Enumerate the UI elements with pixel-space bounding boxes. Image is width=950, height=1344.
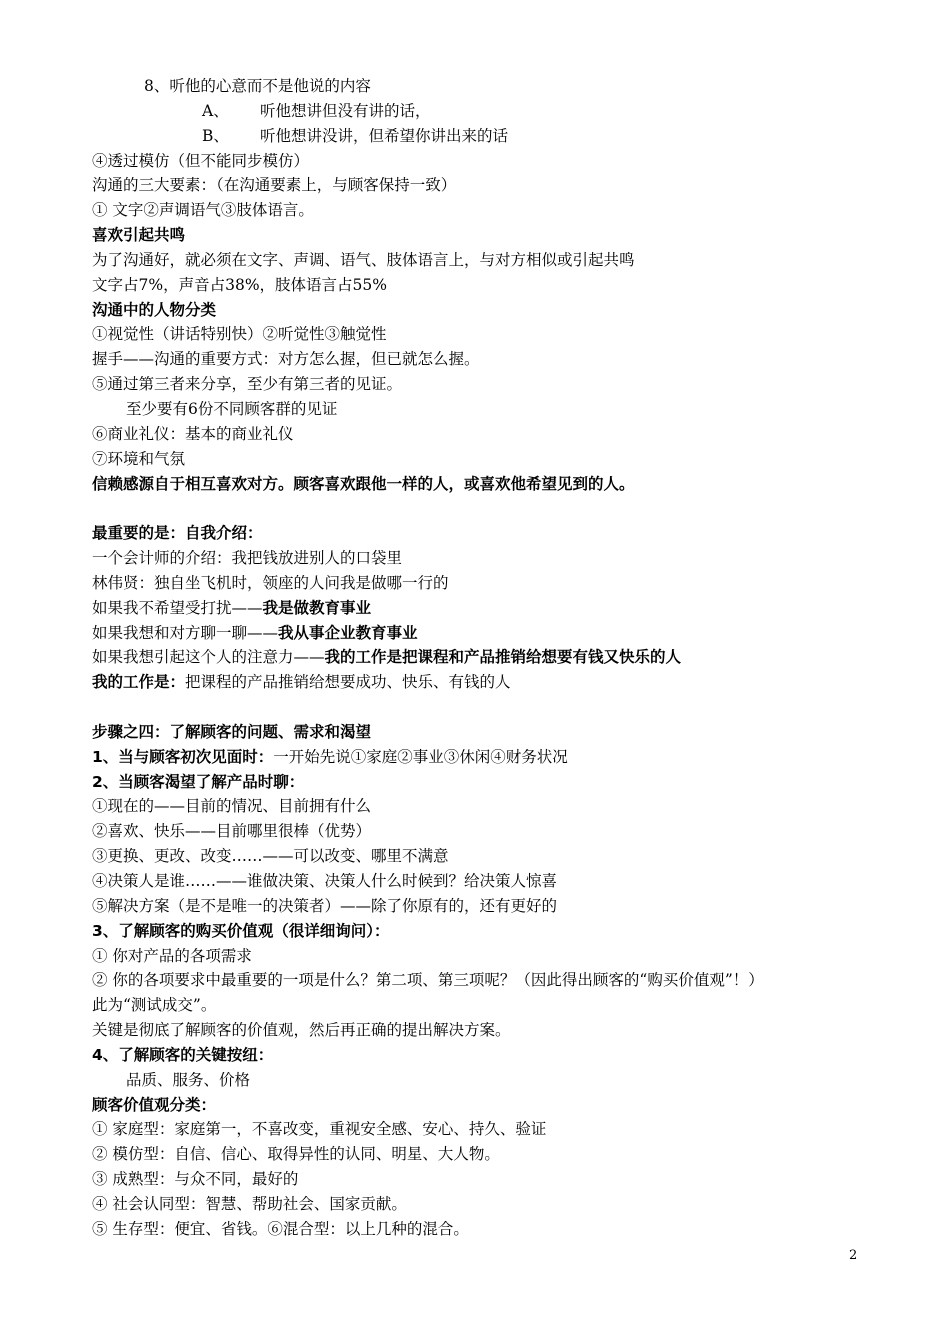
- key-buttons-list: 品质、服务、价格: [126, 1070, 251, 1089]
- trust-statement: 信赖感源自于相互喜欢对方。顾客喜欢跟他一样的人，或喜欢他希望见到的人。: [92, 474, 635, 493]
- value-type-social: ④ 社会认同型：智慧、帮助社会、国家贡献。: [92, 1194, 407, 1213]
- etiquette-item: ⑥商业礼仪：基本的商业礼仪: [92, 424, 294, 443]
- handshake-text: 握手——沟通的重要方式：对方怎么握，但已就怎么握。: [92, 350, 480, 369]
- blank-line: [92, 695, 882, 720]
- buying-values-heading: 3、了解顾客的购买价值观（很详细询问）：: [92, 921, 390, 940]
- intro-option-3-answer: 我的工作是把课程和产品推销给想要有钱又快乐的人: [324, 648, 682, 667]
- percentages-text: 文字占7%，声音占38%，肢体语言占55%: [92, 275, 387, 294]
- resonance-text: 为了沟通好，就必须在文字、声调、语气、肢体语言上，与对方相似或引起共鸣: [92, 250, 635, 269]
- page-number: 2: [849, 1248, 858, 1263]
- topic-solution: ⑤解决方案（是不是唯一的决策者）——除了你原有的，还有更好的: [92, 896, 558, 915]
- listening-sub-a: [92, 99, 882, 124]
- sub-letter-b: B、: [202, 126, 229, 145]
- sub-text-a: 听他想讲但没有讲的话，: [260, 101, 431, 120]
- topic-decision-maker: ④决策人是谁……——谁做决策、决策人什么时候到？给决策人惊喜: [92, 872, 558, 890]
- document-body: [92, 74, 882, 1242]
- blank-line: [92, 496, 882, 521]
- intro-option-1-lead: 如果我不希望受打扰——: [92, 598, 263, 617]
- intro-option-3: [92, 645, 882, 670]
- value-types-heading: 顾客价值观分类：: [92, 1095, 217, 1114]
- buying-values-item-1: ① 你对产品的各项需求: [92, 946, 252, 965]
- person-types-list: ①视觉性（讲话特别快）②听觉性③触觉性: [92, 325, 387, 344]
- sub-letter-a: A、: [202, 101, 229, 120]
- value-type-family: ① 家庭型：家庭第一，不喜改变，重视安全感、安心、持久、验证: [92, 1120, 547, 1139]
- sub-text-b: 听他想讲没讲，但希望你讲出来的话: [260, 126, 509, 145]
- imitation-item: ④透过模仿（但不能同步模仿）: [92, 151, 310, 170]
- first-meeting-text: 一开始先说①家庭②事业③休闲④财务状况: [273, 747, 568, 766]
- listening-item-8: 8、听他的心意而不是他说的内容: [144, 77, 371, 95]
- topic-change: ③更换、更改、改变……——可以改变、哪里不满意: [92, 847, 449, 866]
- environment-item: ⑦环境和气氛: [92, 449, 186, 468]
- intro-option-2-answer: 我从事企业教育事业: [278, 623, 418, 642]
- my-work-label: 我的工作是：: [92, 673, 186, 692]
- product-interest-heading: 2、当顾客渴望了解产品时聊：: [92, 772, 305, 791]
- first-meeting-label: 1、当与顾客初次见面时：: [92, 747, 274, 766]
- intro-option-2: [92, 621, 882, 646]
- intro-option-1-answer: 我是做教育事业: [262, 598, 372, 617]
- three-elements-list: ① 文字②声调语气③肢体语言。: [92, 201, 314, 220]
- first-meeting-line: [92, 745, 882, 770]
- intro-option-2-lead: 如果我想和对方聊一聊——: [92, 623, 279, 642]
- testimonial-note: 至少要有6份不同顾客群的见证: [126, 399, 338, 418]
- key-buttons-heading: 4、了解顾客的关键按纽：: [92, 1045, 274, 1064]
- step-four-heading: 步骤之四：了解顾客的问题、需求和渴望: [92, 722, 372, 741]
- my-work-text: 把课程的产品推销给想要成功、快乐、有钱的人: [185, 673, 511, 692]
- value-type-mature: ③ 成熟型：与众不同，最好的: [92, 1170, 299, 1189]
- intro-option-3-lead: 如果我想引起这个人的注意力——: [92, 648, 325, 667]
- topic-likes: ②喜欢、快乐——目前哪里很棒（优势）: [92, 822, 372, 841]
- third-party-item: ⑤通过第三者来分享，至少有第三者的见证。: [92, 375, 403, 394]
- buying-values-item-2: ② 你的各项要求中最重要的一项是什么？第二项、第三项呢？（因此得出顾客的“购买价值观”！）: [92, 971, 764, 990]
- three-elements-line: 沟通的三大要素：（在沟通要素上，与顾客保持一致）: [92, 176, 457, 195]
- test-close-note: 此为“测试成交”。: [92, 996, 217, 1015]
- intro-option-1: [92, 596, 882, 621]
- value-type-survival: ⑤ 生存型：便宜、省钱。⑥混合型：以上几种的混合。: [92, 1219, 469, 1238]
- plane-anecdote: 林伟贤：独自坐飞机时，领座的人问我是做哪一行的: [92, 573, 449, 592]
- topic-current: ①现在的——目前的情况、目前拥有什么: [92, 797, 372, 816]
- listening-sub-b: [92, 124, 882, 149]
- accountant-intro: 一个会计师的介绍：我把钱放进别人的口袋里: [92, 549, 403, 568]
- my-work-line: [92, 670, 882, 695]
- person-types-heading: 沟通中的人物分类: [92, 300, 217, 319]
- key-point-text: 关键是彻底了解顾客的价值观，然后再正确的提出解决方案。: [92, 1021, 511, 1040]
- self-intro-heading: 最重要的是：自我介绍：: [92, 524, 263, 543]
- resonance-heading: 喜欢引起共鸣: [92, 226, 186, 245]
- value-type-imitation: ② 模仿型：自信、信心、取得异性的认同、明星、大人物。: [92, 1145, 500, 1164]
